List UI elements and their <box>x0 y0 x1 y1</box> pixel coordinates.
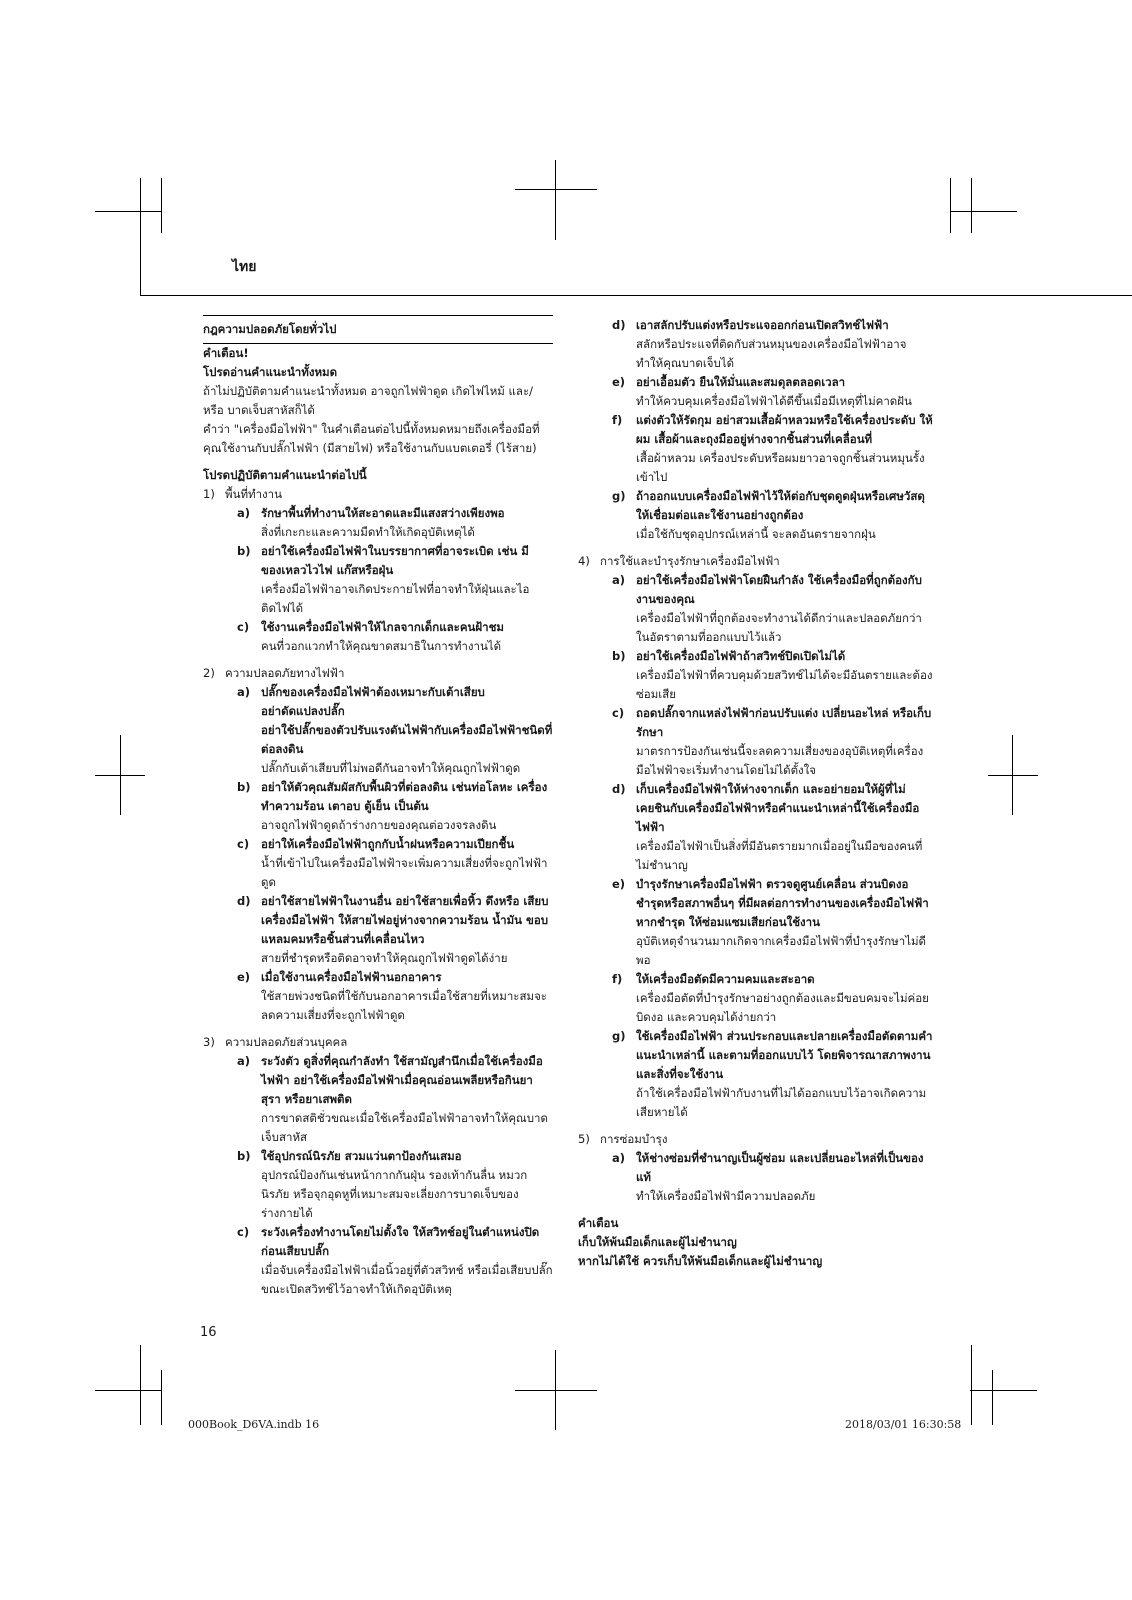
rule-text: อาจถูกไฟฟ้าดูดถ้าร่างกายของคุณต่อวงจรลงดิน <box>261 818 497 832</box>
rule-text: เสื้อผ้าหลวม เครื่องประดับหรือผมยาวอาจถูกชิ้นส่วนหมุนรั้งเข้าไป <box>636 451 925 484</box>
rule-heading: e) เมื่อใช้งานเครื่องมือไฟฟ้านอกอาคาร <box>237 970 442 984</box>
follow-label: โปรดปฏิบัติตามคำแนะนำต่อไปนี้ <box>203 468 367 482</box>
rule-heading: b) อย่าใช้เครื่องมือไฟฟ้าถ้าสวิทช์ปิดเปิดไม่ได้ <box>612 649 846 663</box>
subsection-heading: 1) พื้นที่ทำงาน <box>203 487 282 501</box>
rule-heading: a) ให้ช่างซ่อมที่ชำนาญเป็นผู้ซ่อม และเปลี่ยนอะไหล่ที่เป็นของแท้ <box>612 1151 924 1184</box>
rule-heading: อย่าดัดแปลงปลั๊ก <box>261 704 345 718</box>
rule-heading: f) ให้เครื่องมือตัดมีความคมและสะอาด <box>612 972 815 986</box>
rule-heading: c) ถอดปลั๊กจากแหล่งไฟฟ้าก่อนปรับแต่ง เปลี่ยนอะไหล่ หรือเก็บรักษา <box>612 706 932 739</box>
rule-text: ทำให้ควบคุมเครื่องมือไฟฟ้าได้ดีขึ้นเมื่อมีเหตุที่ไม่คาดฝัน <box>636 394 912 408</box>
rule-text: สิ่งที่เกะกะและความมืดทำให้เกิดอุบัติเหตุได้ <box>261 525 475 539</box>
rule-heading: d) เก็บเครื่องมือไฟฟ้าให้ห่างจากเด็ก และอย่ายอมให้ผู้ที่ไม่เคยชินกับเครื่องมือไฟฟ้าหรือคำแนะนำเหล่านี้ใช้เครื่องมือไฟฟ้า <box>612 782 920 834</box>
warning-title: คำเตือน <box>578 1216 619 1230</box>
warning-text: เก็บให้พ้นมือเด็กและผู้ไม่ชำนาญ <box>578 1235 737 1249</box>
right-column <box>578 316 933 1271</box>
left-column <box>203 315 553 1299</box>
rule-heading: อย่าใช้ปลั๊กของตัวปรับแรงดันไฟฟ้ากับเครื่องมือไฟฟ้าชนิดที่ต่อลงดิน <box>261 723 553 756</box>
rule-text: เครื่องมือไฟฟ้าอาจเกิดประกายไฟที่อาจทำให้ฝุ่นและไอติดไฟได้ <box>261 582 530 615</box>
warning-label: คำเตือน! <box>203 346 249 360</box>
rule-text: เมื่อจับเครื่องมือไฟฟ้าเมื่อนิ้วอยู่ที่ตัวสวิทช์ หรือเมื่อเสียบปลั๊กขณะเปิดสวิทช์ไว้อาจทำให้เกิดอุบัติเหตุ <box>261 1263 553 1296</box>
subsection-heading: 5) การซ่อมบำรุง <box>578 1132 668 1146</box>
rule-text: สายที่ชำรุดหรือติดอาจทำให้คุณถูกไฟฟ้าดูดได้ง่าย <box>261 951 508 965</box>
subsection-heading: 2) ความปลอดภัยทางไฟฟ้า <box>203 666 345 680</box>
rule-heading: g) ใช้เครื่องมือไฟฟ้า ส่วนประกอบและปลายเครื่องมือตัดตามคำแนะนำเหล่านี้ และตามที่ออกแบบไว้ โดยพิจารณาสภาพงานและสิ่งที่จะใช้งาน <box>612 1029 933 1081</box>
rule-heading: f) แต่งตัวให้รัดกุม อย่าสวมเสื้อผ้าหลวมหรือใช้เครื่องประดับ ให้ผม เสื้อผ้าและถุงมืออยู่ห่างจากชิ้นส่วนที่เคลื่อนที่ <box>612 413 933 446</box>
subsection-heading: 3) ความปลอดภัยส่วนบุคคล <box>203 1035 348 1049</box>
rule-text: สลักหรือประแจที่ติดกับส่วนหมุนของเครื่องมือไฟฟ้าอาจทำให้คุณบาดเจ็บได้ <box>636 337 907 370</box>
rule-text: เครื่องมือไฟฟ้าที่ควบคุมด้วยสวิทช์ไม่ได้จะมีอันตรายและต้องซ่อมเสีย <box>636 668 933 701</box>
section-title: กฎความปลอดภัยโดยทั่วไป <box>203 315 553 344</box>
rule-text: เครื่องมือไฟฟ้าเป็นสิ่งที่มีอันตรายมากเมื่ออยู่ในมือของคนที่ไม่ชำนาญ <box>636 839 923 872</box>
rule-text: อุบัติเหตุจำนวนมากเกิดจากเครื่องมือไฟฟ้าที่บำรุงรักษาไม่ดีพอ <box>636 934 927 967</box>
rule-heading: a) ระวังตัว ดูสิ่งที่คุณกำลังทำ ใช้สามัญสำนึกเมื่อใช้เครื่องมือไฟฟ้า อย่าใช้เครื่องมือไฟฟ้าเมื่อคุณอ่อนเพลียหรือกินยา สุรา หรือยาเสพติด <box>237 1054 543 1106</box>
rule-text: ปลั๊กกับเต้าเสียบที่ไม่พอดีกันอาจทำให้คุณถูกไฟฟ้าดูด <box>261 761 521 775</box>
read-all-label: โปรดอ่านคำแนะนำทั้งหมด <box>203 365 338 379</box>
intro-paragraph: ถ้าไม่ปฏิบัติตามคำแนะนำทั้งหมด อาจถูกไฟฟ้าดูด เกิดไฟไหม้ และ/หรือ บาดเจ็บสาหัสก็ได้ <box>203 384 534 417</box>
rule-text: คนที่วอกแวกทำให้คุณขาดสมาธิในการทำงานได้ <box>261 639 502 653</box>
language-tab: ไทย <box>232 259 257 275</box>
rule-text: มาตรการป้องกันเช่นนี้จะลดความเสี่ยงของอุบัติเหตุที่เครื่องมือไฟฟ้าจะเริ่มทำงานโดยไม่ได้ตั้งใจ <box>636 744 924 777</box>
rule-text: การขาดสติชั่วขณะเมื่อใช้เครื่องมือไฟฟ้าอาจทำให้คุณบาดเจ็บสาหัส <box>261 1111 548 1144</box>
language-tab-frame <box>140 210 1132 296</box>
rule-text: อุปกรณ์ป้องกันเช่นหน้ากากกันฝุ่น รองเท้ากันลื่น หมวกนิรภัย หรือจุกอุดหูที่เหมาะสมจะเลี่ยงการบาดเจ็บของร่างกายได้ <box>261 1168 528 1220</box>
intro-paragraph: คำว่า "เครื่องมือไฟฟ้า" ในคำเตือนต่อไปนี้ทั้งหมดหมายถึงเครื่องมือที่คุณใช้งานกับปลั๊กไฟฟ้า (มีสายไฟ) หรือใช้งานกับแบตเตอรี่ (ไร้สาย) <box>203 422 540 455</box>
rule-heading: g) ถ้าออกแบบเครื่องมือไฟฟ้าไว้ให้ต่อกับชุดดูดฝุ่นหรือเศษวัสดุ ให้เชื่อมต่อและใช้งานอย่างถูกต้อง <box>612 489 925 522</box>
rule-text: เครื่องมือตัดที่บำรุงรักษาอย่างถูกต้องและมีขอบคมจะไม่ค่อยบิดงอ และควบคุมได้ง่ายกว่า <box>636 991 929 1024</box>
rule-heading: b) ใช้อุปกรณ์นิรภัย สวมแว่นตาป้องกันเสมอ <box>237 1149 462 1163</box>
rule-heading: d) อย่าใช้สายไฟฟ้าในงานอื่น อย่าใช้สายเพื่อหิ้ว ดึงหรือ เสียบเครื่องมือไฟฟ้า ให้สายไฟอยู่ห่างจากความร้อน น้ำมัน ขอบแหลมคมหรือชิ้นส่วนที่เคลื่อนไหว <box>237 894 549 946</box>
rule-heading: หากชำรุด ให้ซ่อมแซมเสียก่อนใช้งาน <box>636 915 820 929</box>
rule-heading: b) อย่าใช้เครื่องมือไฟฟ้าในบรรยากาศที่อาจระเบิด เช่น มีของเหลวไวไฟ แก๊สหรือฝุ่น <box>237 544 529 577</box>
rule-heading: e) อย่าเอื้อมตัว ยืนให้มั่นและสมดุลตลอดเวลา <box>612 375 846 389</box>
rule-text: เมื่อใช้กับชุดอุปกรณ์เหล่านี้ จะลดอันตรายจากฝุ่น <box>636 527 876 541</box>
rule-heading: a) อย่าใช้เครื่องมือไฟฟ้าโดยฝืนกำลัง ใช้เครื่องมือที่ถูกต้องกับงานของคุณ <box>612 573 922 606</box>
rule-heading: c) ระวังเครื่องทำงานโดยไม่ตั้งใจ ให้สวิทช์อยู่ในตำแหน่งปิดก่อนเสียบปลั๊ก <box>237 1225 540 1258</box>
footer-timestamp: 2018/03/01 16:30:58 <box>845 1418 962 1431</box>
rule-heading: c) ใช้งานเครื่องมือไฟฟ้าให้ไกลจากเด็กและคนฝ้าชม <box>237 620 504 634</box>
rule-text: ทำให้เครื่องมือไฟฟ้ามีความปลอดภัย <box>636 1189 816 1203</box>
rule-text: น้ำที่เข้าไปในเครื่องมือไฟฟ้าจะเพิ่มความเสี่ยงที่จะถูกไฟฟ้าดูด <box>261 856 548 889</box>
rule-heading: e) บำรุงรักษาเครื่องมือไฟฟ้า ตรวจดูศูนย์เคลื่อน ส่วนบิดงอ ชำรุดหรือสภาพอื่นๆ ที่มีผลต่อการทำงานของเครื่องมือไฟฟ้า <box>612 877 929 910</box>
rule-text: ถ้าใช้เครื่องมือไฟฟ้ากับงานที่ไม่ได้ออกแบบไว้อาจเกิดความเสียหายได้ <box>636 1086 927 1119</box>
rule-heading: a) รักษาพื้นที่ทำงานให้สะอาดและมีแสงสว่างเพียงพอ <box>237 506 505 520</box>
page-number: 16 <box>200 1325 217 1340</box>
rule-heading: c) อย่าให้เครื่องมือไฟฟ้าถูกกับน้ำฝนหรือความเปียกชื้น <box>237 837 515 851</box>
rule-text: ใช้สายพ่วงชนิดที่ใช้กับนอกอาคารเมื่อใช้สายที่เหมาะสมจะลดความเสี่ยงที่จะถูกไฟฟ้าดูด <box>261 989 547 1022</box>
footer-file: 000Book_D6VA.indb 16 <box>188 1418 320 1431</box>
warning-text: หากไม่ได้ใช้ ควรเก็บให้พ้นมือเด็กและผู้ไม่ชำนาญ <box>578 1254 823 1268</box>
rule-heading: d) เอาสลักปรับแต่งหรือประแจออกก่อนเปิดสวิทช์ไฟฟ้า <box>612 318 889 332</box>
subsection-heading: 4) การใช้และบำรุงรักษาเครื่องมือไฟฟ้า <box>578 554 780 568</box>
rule-text: เครื่องมือไฟฟ้าที่ถูกต้องจะทำงานได้ดีกว่าและปลอดภัยกว่า ในอัตราตามที่ออกแบบไว้แล้ว <box>636 611 922 644</box>
rule-heading: a) ปลั๊กของเครื่องมือไฟฟ้าต้องเหมาะกับเต้าเสียบ <box>237 685 485 699</box>
rule-heading: b) อย่าให้ตัวคุณสัมผัสกับพื้นผิวที่ต่อลงดิน เช่นท่อโลหะ เครื่องทำความร้อน เตาอบ ตู้เย็น เป็นต้น <box>237 780 548 813</box>
